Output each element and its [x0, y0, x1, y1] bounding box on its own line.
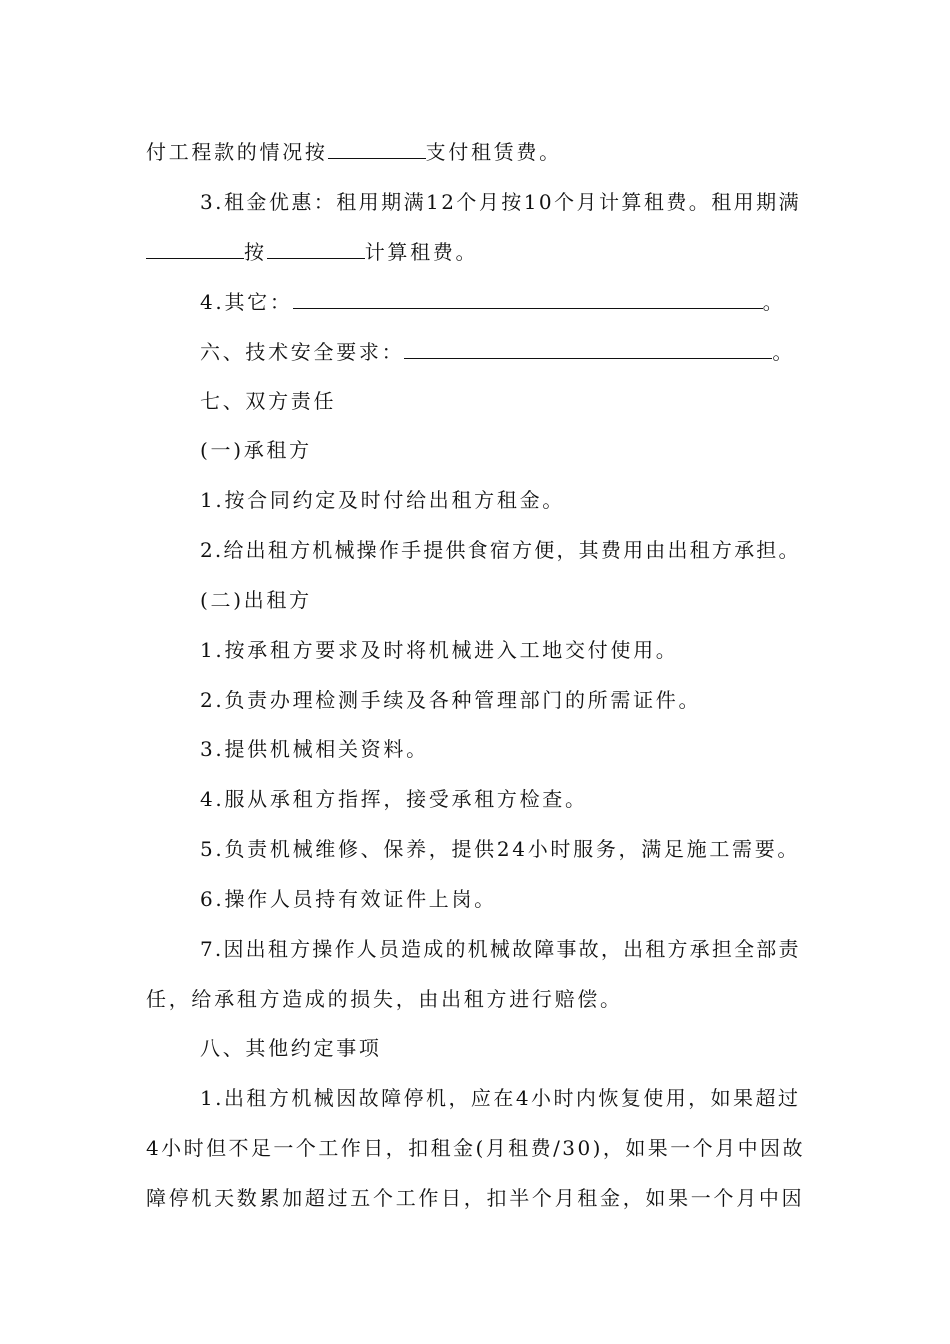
text-span: 4小时但不足一个工作日，扣租金(月租费/30)，如果一个月中因故 — [146, 1136, 805, 1160]
text-line — [200, 934, 801, 964]
text-span: 任，给承租方造成的损失，由出租方进行赔偿。 — [146, 987, 623, 1011]
text-line — [200, 834, 800, 864]
text-span: 1.按承租方要求及时将机械进入工地交付使用。 — [200, 638, 679, 662]
text-line — [200, 734, 429, 764]
text-line — [200, 187, 801, 217]
text-span: (二)出租方 — [200, 588, 312, 612]
fill-in-blank — [267, 239, 365, 259]
text-line — [200, 287, 785, 317]
text-span: 4.其它： — [200, 290, 293, 314]
section-heading — [200, 1033, 382, 1063]
fill-in-blank — [293, 289, 763, 309]
text-span: 4.服从承租方指挥，接受承租方检查。 — [200, 787, 588, 811]
text-line — [146, 1133, 805, 1163]
text-span: 6.操作人员持有效证件上岗。 — [200, 887, 497, 911]
text-span: 。 — [772, 340, 796, 364]
text-span: 按 — [244, 240, 267, 264]
text-line — [200, 1083, 800, 1113]
text-span: 5.负责机械维修、保养，提供24小时服务，满足施工需要。 — [200, 837, 801, 861]
text-line — [200, 784, 588, 814]
text-span: 3.租金优惠：租用期满12个月按10个月计算租费。租用期满 — [200, 190, 802, 214]
text-span: 付工程款的情况按 — [146, 140, 328, 164]
text-span: 计算租费。 — [364, 240, 479, 264]
text-span: 八、其他约定事项 — [200, 1036, 382, 1060]
text-line — [146, 1183, 804, 1213]
text-line — [146, 137, 562, 167]
text-line — [200, 685, 701, 715]
text-span: 六、技术安全要求： — [200, 340, 405, 364]
fill-in-blank — [404, 339, 772, 359]
text-span: 2.给出租方机械操作手提供食宿方便，其费用由出租方承担。 — [200, 538, 801, 562]
text-span: 1.按合同约定及时付给出租方租金。 — [200, 488, 565, 512]
text-span: 七、双方责任 — [200, 389, 337, 413]
text-span: 2.负责办理检测手续及各种管理部门的所需证件。 — [200, 688, 702, 712]
text-line — [200, 635, 678, 665]
section-heading — [200, 386, 336, 416]
text-span: 3.提供机械相关资料。 — [200, 737, 429, 761]
text-span: 障停机天数累加超过五个工作日，扣半个月租金，如果一个月中因 — [146, 1186, 805, 1210]
text-span: (一)承租方 — [200, 438, 312, 462]
fill-in-blank — [328, 139, 426, 159]
fill-in-blank — [146, 239, 244, 259]
text-span: 1.出租方机械因故障停机，应在4小时内恢复使用，如果超过 — [200, 1086, 801, 1110]
text-line — [200, 535, 801, 565]
text-line — [200, 337, 795, 367]
text-line — [146, 237, 478, 267]
text-line — [200, 485, 565, 515]
text-line — [146, 984, 623, 1014]
text-span: 7.因出租方操作人员造成的机械故障事故，出租方承担全部责 — [200, 937, 801, 961]
subsection-heading — [200, 435, 312, 465]
text-line — [200, 884, 497, 914]
subsection-heading — [200, 585, 312, 615]
text-span: 支付租赁费。 — [425, 140, 562, 164]
text-span: 。 — [762, 290, 786, 314]
